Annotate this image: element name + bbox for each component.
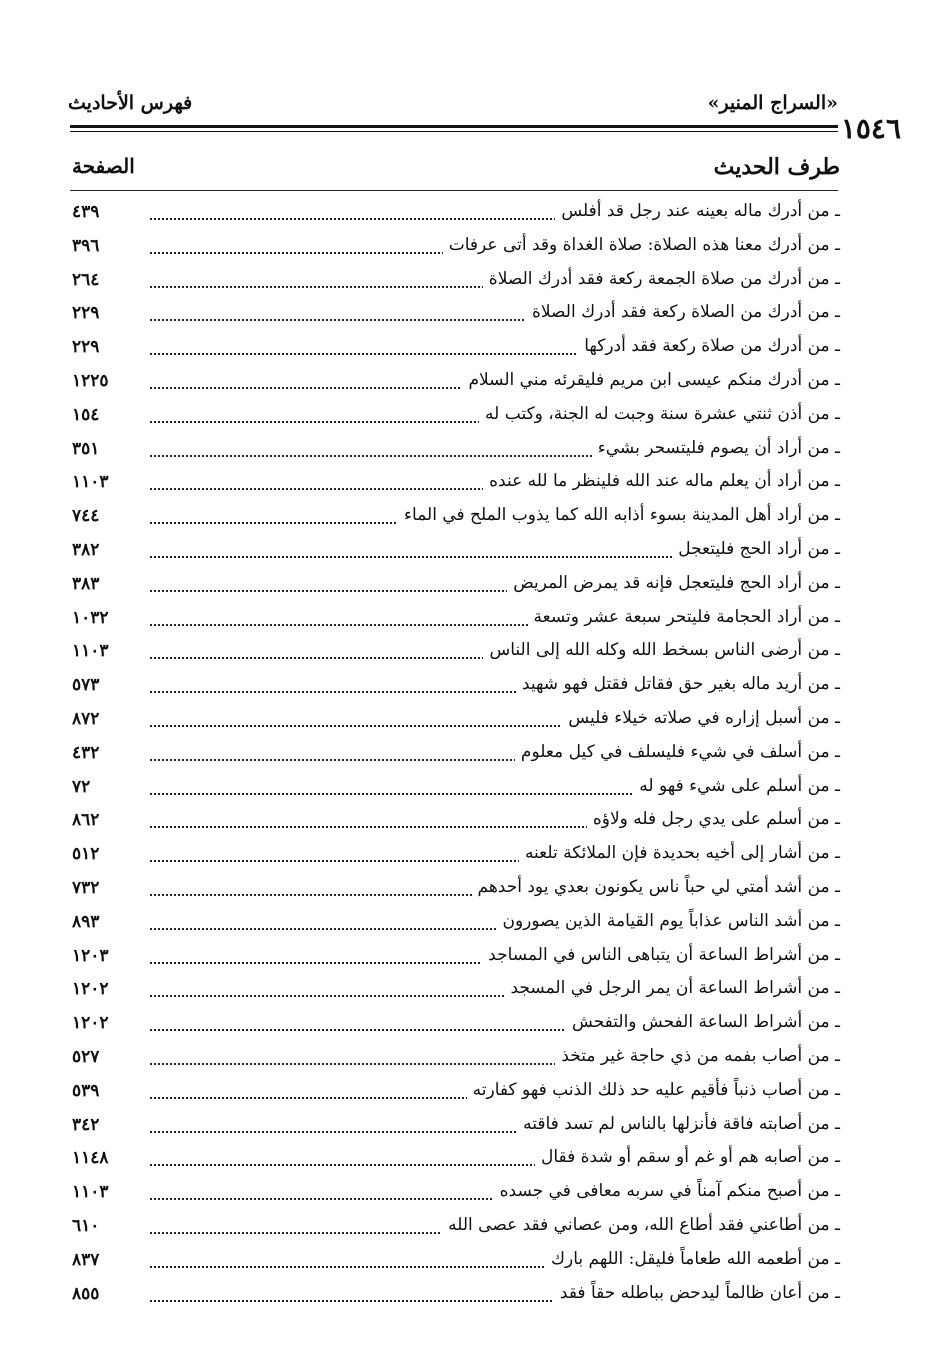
entry-page-number: ٨٧٢ xyxy=(72,708,100,729)
hadith-index-list xyxy=(70,198,840,1313)
entry-page-number: ١٠٣٢ xyxy=(72,607,109,628)
entry-page-number: ١١٠٣ xyxy=(72,641,109,662)
entry-page-number: ٢٢٩ xyxy=(72,303,100,324)
entry-text: ـ من أسلف في شيء فليسلف في كيل معلوم xyxy=(515,742,840,762)
index-entry xyxy=(70,333,840,367)
entry-page-number: ٤٣٩ xyxy=(72,202,100,222)
entry-page-number: ٥١٢ xyxy=(72,844,100,865)
index-entry xyxy=(70,1009,840,1043)
entry-text: ـ من أصابته فاقة فأنزلها بالناس لم تسد فاقته xyxy=(517,1114,840,1134)
entry-text: ـ من أشراط الساعة أن يتباهى الناس في المساجد xyxy=(482,945,840,965)
index-entry xyxy=(70,1111,840,1145)
index-entry xyxy=(70,266,840,300)
column-header-rule xyxy=(70,190,838,191)
entry-text: ـ من أسبل إزاره في صلاته خيلاء فليس xyxy=(562,708,840,728)
index-entry xyxy=(70,874,840,908)
entry-page-number: ٧٤٤ xyxy=(72,506,100,527)
section-title: فهرس الأحاديث xyxy=(68,92,193,114)
index-entry xyxy=(70,840,840,874)
entry-text: ـ من أراد الحجامة فليتحر سبعة عشر وتسعة xyxy=(528,607,841,627)
index-entry xyxy=(70,570,840,604)
entry-text: ـ من أعان ظالماً ليدحض بباطله حقاً فقد xyxy=(554,1283,840,1303)
entry-page-number: ٧٣٢ xyxy=(72,877,100,898)
entry-page-number: ١١٤٨ xyxy=(72,1148,109,1169)
index-entry xyxy=(70,671,840,705)
header-rule-thin xyxy=(70,131,838,132)
entry-page-number: ٣٥١ xyxy=(72,438,100,459)
entry-text: ـ من أسلم على شيء فهو له xyxy=(633,776,840,796)
entry-text: ـ من أراد أهل المدينة بسوء أذابه الله كما يذوب الملح في الماء xyxy=(398,505,840,525)
entry-text: ـ من أشد أمتي لي حباً ناس يكونون بعدي يود أحدهم xyxy=(472,877,841,897)
column-header-hadith: طرف الحديث xyxy=(713,154,840,180)
entry-page-number: ١١٠٣ xyxy=(72,472,109,493)
entry-page-number: ١١٠٣ xyxy=(72,1182,109,1203)
entry-page-number: ٨٣٧ xyxy=(72,1249,100,1270)
index-entry xyxy=(70,401,840,435)
entry-text: ـ من أدرك ماله بعينه عند رجل قد أفلس xyxy=(555,201,840,221)
running-head xyxy=(68,92,838,124)
index-entry xyxy=(70,299,840,333)
index-entry xyxy=(70,806,840,840)
entry-text: ـ من أدرك منكم عيسى ابن مريم فليقرئه مني السلام xyxy=(462,370,840,390)
entry-text: ـ من أراد الحج فليتعجل فإنه قد يمرض المريض xyxy=(507,573,840,593)
index-entry xyxy=(70,1077,840,1111)
entry-text: ـ من أذن ثنتي عشرة سنة وجبت له الجنة، وكتب له xyxy=(479,404,840,424)
entry-text: ـ من أسلم على يدي رجل فله ولاؤه xyxy=(587,809,840,829)
entry-page-number: ٦١٠ xyxy=(72,1215,100,1236)
index-entry xyxy=(70,1178,840,1212)
entry-text: ـ من أطعمه الله طعاماً فليقل: اللهم بارك xyxy=(545,1249,840,1269)
entry-text: ـ من أشار إلى أخيه بحديدة فإن الملائكة تلعنه xyxy=(519,843,840,863)
entry-page-number: ١٢٠٢ xyxy=(72,1013,109,1034)
entry-text: ـ من أشد الناس عذاباً يوم القيامة الذين يصورون xyxy=(496,911,840,931)
entry-text: ـ من أصاب ذنباً فأقيم عليه حد ذلك الذنب فهو كفارته xyxy=(467,1080,840,1100)
entry-page-number: ١٢٠٣ xyxy=(72,945,109,966)
entry-page-number: ١٢٢٥ xyxy=(72,370,109,391)
entry-text: ـ من أصبح منكم آمناً في سربه معافى في جسده xyxy=(494,1181,840,1201)
index-entry xyxy=(70,942,840,976)
index-entry xyxy=(70,1246,840,1280)
entry-text: ـ من أراد الحج فليتعجل xyxy=(672,539,840,559)
column-header-page: الصفحة xyxy=(72,154,135,178)
entry-text: ـ من أدرك معنا هذه الصلاة: صلاة الغداة وقد أتى عرفات xyxy=(443,235,840,255)
index-entry xyxy=(70,1144,840,1178)
entry-text: ـ من أدرك من صلاة ركعة فقد أدركها xyxy=(578,336,840,356)
index-entry xyxy=(70,908,840,942)
entry-page-number: ٥٧٣ xyxy=(72,675,100,696)
entry-page-number: ٢٦٤ xyxy=(72,269,100,290)
book-title: «السراج المنير» xyxy=(707,92,838,114)
entry-page-number: ٥٣٩ xyxy=(72,1080,100,1101)
entry-page-number: ٣٨٢ xyxy=(72,539,100,560)
index-entry xyxy=(70,705,840,739)
index-entry xyxy=(70,604,840,638)
entry-page-number: ٨٥٥ xyxy=(72,1283,100,1304)
entry-text: ـ من أدرك من الصلاة ركعة فقد أدرك الصلاة xyxy=(526,302,840,322)
entry-page-number: ١٥٤ xyxy=(72,404,100,425)
entry-text: ـ من أشراط الساعة الفحش والتفحش xyxy=(566,1012,840,1032)
index-entry xyxy=(70,1043,840,1077)
entry-text: ـ من أراد أن يعلم ماله عند الله فلينظر ما لله عنده xyxy=(483,471,840,491)
entry-text: ـ من أصاب بفمه من ذي حاجة غير متخذ xyxy=(555,1046,840,1066)
entry-text: ـ من أرضى الناس بسخط الله وكله الله إلى الناس xyxy=(483,640,840,660)
entry-page-number: ٥٢٧ xyxy=(72,1046,100,1067)
entry-page-number: ٣٩٦ xyxy=(72,235,100,256)
entry-text: ـ من أصابه هم أو غم أو سقم أو شدة فقال xyxy=(535,1147,840,1167)
entry-page-number: ٣٨٣ xyxy=(72,573,100,594)
entry-page-number: ٨٩٣ xyxy=(72,911,100,932)
index-entry xyxy=(70,975,840,1009)
index-entry xyxy=(70,367,840,401)
entry-page-number: ٧٢ xyxy=(72,776,91,797)
index-entry xyxy=(70,739,840,773)
entry-page-number: ٤٣٢ xyxy=(72,742,100,763)
entry-page-number: ٢٢٩ xyxy=(72,337,100,358)
index-entry xyxy=(70,536,840,570)
entry-page-number: ٣٤٢ xyxy=(72,1114,100,1135)
entry-text: ـ من أشراط الساعة أن يمر الرجل في المسجد xyxy=(505,978,840,998)
column-headers xyxy=(70,148,840,188)
index-entry xyxy=(70,1280,840,1314)
header-rule-thick xyxy=(70,125,838,128)
entry-page-number: ٨٦٢ xyxy=(72,810,100,831)
entry-text: ـ من أدرك من صلاة الجمعة ركعة فقد أدرك الصلاة xyxy=(483,269,840,289)
index-entry xyxy=(70,637,840,671)
entry-text: ـ من أراد أن يصوم فليتسحر بشيء xyxy=(592,438,840,458)
index-entry xyxy=(70,773,840,807)
index-entry xyxy=(70,198,840,232)
index-entry xyxy=(70,468,840,502)
index-entry xyxy=(70,435,840,469)
index-entry xyxy=(70,502,840,536)
entry-text: ـ من أطاعني فقد أطاع الله، ومن عصاني فقد عصى الله xyxy=(442,1215,840,1235)
entry-text: ـ من أريد ماله بغير حق فقاتل فقتل فهو شهيد xyxy=(516,674,840,694)
entry-page-number: ١٢٠٢ xyxy=(72,979,109,1000)
page-number: ١٥٤٦ xyxy=(840,112,901,145)
index-entry xyxy=(70,232,840,266)
index-entry xyxy=(70,1212,840,1246)
